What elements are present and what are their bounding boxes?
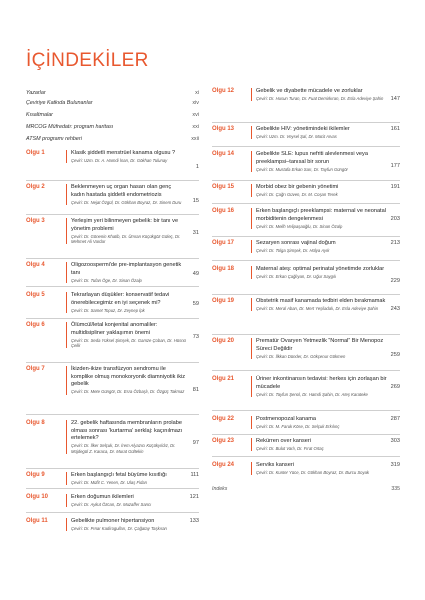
divider (212, 236, 400, 237)
toc-entry[interactable] (212, 338, 400, 359)
case-authors: Çeviri: Dr. Çağrı Güven, Dr. M. Coşan Terek (256, 192, 338, 198)
case-label: Olgu 1 (26, 150, 45, 156)
case-page: 121 (189, 494, 199, 500)
case-label: Olgu 2 (26, 184, 45, 190)
toc-entry[interactable] (26, 494, 199, 507)
case-page: 177 (390, 163, 400, 169)
case-page: 31 (192, 230, 199, 236)
case-authors: Çeviri: Dr. Mete Güngör, Dr. Esra Özbaşlı, Dr. Özgüç Takmaz (71, 389, 185, 395)
divider (26, 318, 199, 319)
case-label: Olgu 4 (26, 262, 45, 268)
case-page: 269 (390, 384, 400, 390)
case-label: Olgu 5 (26, 292, 45, 298)
case-label: Olgu 19 (212, 298, 235, 304)
case-page: 243 (390, 306, 400, 312)
case-label: Olgu 12 (212, 88, 235, 94)
case-title: Gebelikte pulmoner hipertansiyon (71, 518, 155, 524)
case-page: 161 (390, 126, 400, 132)
toc-entry[interactable] (212, 462, 400, 475)
case-label: Olgu 20 (212, 338, 235, 344)
case-title: Prematür Ovaryen Yetmezlik “Normal” Bir Menopoz Süreci Değildir (256, 338, 384, 352)
case-label: Olgu 10 (26, 494, 49, 500)
case-authors: Çeviri: Dr. Meral Aban, Dr. Mert Yeşiladalı, Dr. Esla Adeviye Şahin (256, 306, 379, 312)
case-authors: Çeviri: Dr. Gönenin Khatib, Dr. Ümran Küçükgöz Güleç, Dr. Mehmet Ali Vardar (71, 233, 181, 244)
case-authors: Çeviri: Dr. Tayfun Şenol, Dr. Hamdi Şahin, Dr. Ateş Karateke (256, 391, 368, 397)
case-page: 97 (192, 440, 199, 446)
case-title: Erken başlangıçlı preeklampsi: maternal ve neonatal morbiditenin dengelenmesi (256, 208, 386, 222)
case-authors: Çeviri: Dr. Aykut Özcan, Dr. Muzaffer Sancı (71, 502, 152, 508)
case-page: 229 (390, 278, 400, 284)
case-page: 133 (189, 518, 199, 524)
divider (212, 456, 400, 457)
case-page: 49 (192, 271, 199, 277)
case-authors: Çeviri: Dr. Tufan Öge, Dr. Sinan Özalp (71, 277, 142, 283)
case-authors: Çeviri: Dr. Melih Velipaşaoğlu, Dr. Sinan Özalp (256, 223, 343, 229)
case-page: 287 (390, 416, 400, 422)
toc-entry[interactable] (26, 262, 199, 283)
front-matter-item[interactable]: MRCOG Müfredatı: program haritası xxi (26, 124, 199, 130)
toc-entry[interactable] (26, 366, 199, 395)
case-label: Olgu 24 (212, 462, 235, 468)
case-authors: Çeviri: Dr. Nejat Özgül, Dr. Gökhan Boyraz, Dr. Sinem Duru (71, 199, 182, 205)
case-authors: Çeviri: Dr. Erkan Çağlıyan, Dr. Uğur Saygılı (256, 274, 337, 280)
case-label: Olgu 16 (212, 208, 235, 214)
toc-entry[interactable] (212, 376, 400, 397)
toc-entry[interactable] (26, 292, 199, 313)
divider (26, 414, 199, 415)
case-label: Olgu 3 (26, 218, 45, 224)
divider (212, 294, 400, 295)
divider (26, 214, 199, 215)
divider (26, 180, 199, 181)
toc-entry[interactable] (26, 518, 199, 531)
case-title: Postmenopozal kanama (256, 416, 317, 422)
case-page: 81 (192, 387, 199, 393)
toc-entry[interactable] (26, 150, 199, 170)
case-page: 203 (390, 216, 400, 222)
toc-entry[interactable] (212, 240, 400, 253)
case-title: Gebelikte HIV: yönetimindeki ikilemler (256, 126, 350, 132)
case-title: Rekürren over kanseri (256, 438, 312, 444)
toc-entry[interactable] (212, 438, 400, 451)
case-authors: Çeviri: Uzm. Dr. A. Hamdi İnan, Dr. Gökhan Tulunay (71, 158, 168, 164)
case-authors: Çeviri: Dr. Seda Yüksel Şimşek, Dr. Gamze Çoban, Dr. Hüsnü Çelik (71, 337, 186, 348)
toc-entry[interactable] (212, 416, 400, 429)
case-title: Üriner inkontinansın tedavisi: herkes için zorlaşan bir mücadele (256, 376, 387, 390)
case-label: Olgu 8 (26, 420, 45, 426)
divider (26, 258, 199, 259)
toc-entry[interactable] (212, 184, 400, 197)
divider (212, 146, 400, 147)
divider (26, 286, 199, 287)
case-page: 15 (192, 198, 199, 204)
toc-entry[interactable] (212, 151, 400, 172)
case-page: 319 (390, 462, 400, 468)
case-page: 191 (390, 184, 400, 190)
index-entry[interactable]: Indeks 335 (212, 486, 400, 492)
case-title: Gebelikte SLE: lupus nefriti alevlenmesi veya preeklampsi–tanısal bir sorun (256, 151, 368, 165)
divider (26, 362, 199, 363)
case-title: Gebelik ve diyabette mücadele ve zorluklar (256, 88, 363, 94)
case-label: Olgu 15 (212, 184, 235, 190)
case-title: İkizden-ikize transfüzyon sendromu ile komplike olmuş monokoryonik diamniyotik ikiz gebelik (71, 366, 186, 388)
toc-entry[interactable] (212, 88, 400, 101)
case-title: Sezaryen sonrası vajinal doğum (256, 240, 336, 246)
toc-entry[interactable] (26, 322, 199, 348)
case-label: Olgu 17 (212, 240, 235, 246)
case-title: Serviks kanseri (256, 462, 294, 468)
case-authors: Çeviri: Dr. Müfit C. Yenen, Dr. Ulaş Fidan (71, 480, 147, 486)
case-page: 1 (195, 164, 199, 170)
case-label: Olgu 21 (212, 376, 235, 382)
case-page: 303 (390, 438, 400, 444)
divider (26, 468, 199, 469)
toc-entry[interactable] (212, 126, 400, 139)
case-page: 259 (390, 352, 400, 358)
case-page: 73 (192, 334, 199, 340)
case-page: 59 (192, 301, 199, 307)
toc-entry[interactable] (212, 298, 400, 311)
case-authors: Çeviri: Dr. Husun Turan, Dr. Fuat Demirkıran, Dr. Esla Adeviye Şahin (256, 96, 384, 102)
case-title: Maternal ateş: optimal perinatal yönetimde zorluklar (256, 266, 385, 272)
toc-entry[interactable] (26, 472, 199, 485)
case-label: Olgu 11 (26, 518, 48, 524)
case-title: Oligozoospermi'de pre-implantasyon genetik tanı (71, 262, 182, 276)
case-authors: Çeviri: Dr. Tolga Şimşek, Dr. Hülya Ayık (256, 248, 330, 254)
case-title: Ölümcül/letal konjenital anomaliler: multidisipliner yaklaşımın önemi (71, 322, 158, 336)
toc-entry[interactable] (26, 218, 199, 244)
case-title: Beklenmeyen uç organ hasarı olan genç kadın hastada şiddetli endometriozis (71, 184, 172, 198)
divider (212, 260, 400, 261)
case-authors: Çeviri: Dr. Pınar Kadirogulları, Dr. Çağatay Taşkıran (71, 526, 167, 532)
case-title: Morbid obez bir gebenin yönetimi (256, 184, 339, 190)
case-label: Olgu 7 (26, 366, 45, 372)
toc-entry[interactable] (212, 266, 400, 284)
case-label: Olgu 23 (212, 438, 235, 444)
case-label: Olgu 9 (26, 472, 45, 478)
case-page: 213 (390, 240, 400, 246)
toc-entry[interactable] (212, 208, 400, 229)
case-title: Klasik şiddetli menstrüel kanama olgusu ? (71, 150, 176, 156)
divider (212, 334, 400, 335)
divider (26, 488, 199, 489)
divider (26, 512, 199, 513)
case-authors: Çeviri: Uzm. Dr. Veysel Şal, Dr. Macit Arvas (256, 134, 337, 140)
case-title: Erken doğumun ikilemleri (71, 494, 134, 500)
divider (212, 434, 400, 435)
case-label: Olgu 6 (26, 322, 45, 328)
divider (212, 370, 400, 371)
case-label: Olgu 14 (212, 151, 235, 157)
divider (212, 180, 400, 181)
case-authors: Çeviri: Dr. Kunter Yüce, Dr. Gökhan Boyraz, Dr. Burcu Soyak (256, 470, 370, 476)
case-title: Obstetrik masif kanamada tedbiri elden bırakmamak (256, 298, 386, 304)
divider (212, 203, 400, 204)
toc-entry[interactable] (26, 184, 199, 205)
front-matter-item[interactable]: Çeviriye Katkıda Bulunanlar xiv (26, 100, 199, 106)
case-page: 147 (390, 96, 400, 102)
case-title: Yerleşim yeri bilinmeyen gebelik: bir tanı ve yönetim problemi (71, 218, 179, 232)
case-title: 22. gebelik haftasında membranların prolabe olması sonrası 'kurtarma' serklaj: kaçınılmazı ertelemek? (71, 420, 183, 442)
divider (212, 410, 400, 411)
case-authors: Çeviri: Dr. İlkkan Dünder, Dr. Gökçenur Gökmen (256, 353, 346, 359)
toc-entry[interactable] (26, 420, 199, 454)
case-title: Tekrarlayan düşükler: konservatif tedavi önerebilecegimiz en iyi seçenek mi? (71, 292, 170, 306)
divider (212, 122, 400, 123)
page-title: İÇİNDEKİLER (26, 50, 149, 71)
case-label: Olgu 13 (212, 126, 235, 132)
front-matter-item[interactable]: ATSM programı rehberi xxii (26, 136, 199, 142)
case-authors: Çeviri: Dr. Bulut Varlı, Dr. Fırat Ortaç (256, 446, 324, 452)
case-title: Erken başlangıçlı fetal büyüme kısıtlığı (71, 472, 167, 478)
case-label: Olgu 18 (212, 266, 235, 272)
case-authors: Çeviri: Dr. Samet Topuz, Dr. Zeynep İpk (71, 307, 145, 313)
case-authors: Çeviri: Dr. M. Faruk Köse, Dr. Selçuk Erkılınç (256, 424, 340, 430)
front-matter-item[interactable]: Kısaltmalar xvi (26, 112, 199, 118)
case-authors: Çeviri: Dr. İlker Selçuk, Dr. İrem Alyazıcı Küçükyıldız, Dr. Müjdegül Z. Karaca, Dr. Murat Gültekin (71, 443, 176, 454)
front-matter-item[interactable]: Yazarlar xi (26, 90, 199, 96)
case-authors: Çeviri: Dr. Mustafa Erkan Sarı, Dr. Tayfun Güngör (256, 166, 348, 172)
case-label: Olgu 22 (212, 416, 235, 422)
case-page: 111 (190, 472, 199, 478)
